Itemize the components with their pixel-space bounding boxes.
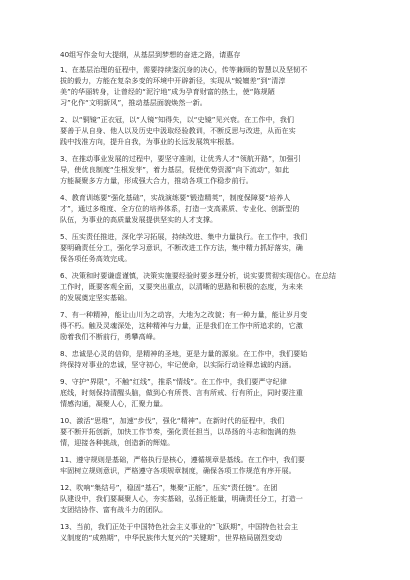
- paragraph: [60, 270, 350, 303]
- paragraph-list: [60, 64, 350, 543]
- paragraph-line: 拔的毅力，方能在复杂多变的环境中开辟新径，实现从“蜕嬗差”到“清淳: [60, 76, 286, 85]
- paragraph-line: 牢固树立规则意识，严格遵守各项规章制度，确保各项工作规范有序开展。: [60, 466, 296, 475]
- paragraph-line: 方能凝聚多方力量，形成强大合力，推动各项工作稳步前行。: [60, 176, 253, 185]
- paragraph-line: 底线，时刻保持清醒头脑，做到心有所畏、言有所戒、行有所止，同时要注重: [60, 388, 303, 397]
- paragraph-line: 11、遵守规则是基础，严格执行是核心，遵循规章是基线。在工作中，我们要: [60, 455, 305, 464]
- paragraph-line: 3、在推动事业发展的过程中，要坚守准则，让优秀人才“领航开路”，加强引: [60, 154, 301, 163]
- paragraph-line: 7、有一种精神，能让山川为之动容，大地为之改貌；有一种力量，能让岁月变: [60, 310, 308, 319]
- document-heading: 40组写作金句大提纲，从基层到梦想的奋进之路，请惠存: [60, 50, 241, 59]
- paragraph-line: 5、压实责任推进，深化学习拓展，持续改进、集中力量执行。在工作中，我们: [60, 232, 308, 241]
- paragraph-line: 13、当前，我们正处于中国特色社会主义事业的“飞跃期”，中国特色社会主: [60, 522, 299, 531]
- paragraph-line: 工作时，既要客观全面，又要突出重点，以清晰的思路和积极的态度，为未来: [60, 282, 303, 291]
- paragraph: [60, 348, 350, 370]
- paragraph: [60, 521, 350, 543]
- paragraph-line: 要明确责任分工，强化学习意识，不断改进工作方法，集中精力抓好落实，确: [60, 243, 303, 252]
- paragraph-line: 9、守护“界限”，不触“红线”，推系“情线”。在工作中，我们要严守纪律: [60, 377, 287, 386]
- paragraph-line: 的发展奠定坚实基础。: [60, 293, 132, 302]
- paragraph-line: 要善于从自身、他人以及历史中汲取经验教训，不断反思与改进，从而在实: [60, 126, 296, 135]
- paragraph: [60, 309, 350, 342]
- paragraph: [60, 231, 350, 264]
- paragraph-line: 8、忠诚是心灵的信仰，是精神的圣地，更是力量的源泉。在工作中，我们要始: [60, 349, 308, 358]
- paragraph-line: 要不断开拓创新，加快工作节奏，强化责任担当，以昂扬的斗志和饱满的热: [60, 427, 296, 436]
- paragraph-line: 终保持对事业的忠诚，坚守初心，牢记使命，以实际行动诠释忠诚的内涵。: [60, 360, 296, 369]
- paragraph: [60, 192, 350, 225]
- paragraph-line: 2、以“铜镜”正衣冠，以“人镜”知得失，以“史镜”见兴衰。在工作中，我们: [60, 115, 295, 124]
- paragraph: [60, 153, 350, 186]
- paragraph-line: 6、决策和时要谦虚谨慎，决策实施要经验时要多理分析，说实要贯彻实现信心。在总结: [60, 271, 337, 280]
- paragraph-line: 励着我们不断前行，勇攀高峰。: [60, 332, 161, 341]
- paragraph-line: 美”的华丽转身，让曾经的“泥泞地”成为孕育财富的热土，使“陈规陋: [60, 87, 275, 96]
- paragraph-line: 保各项任务高效完成。: [60, 254, 132, 263]
- paragraph-line: 得不朽。触及灵魂深处，这种精神与力量，正是我们在工作中所追求的，它激: [60, 321, 303, 330]
- paragraph-line: 才”，通过多维度、全方位的培养体系，打造一支高素质、专业化、创新型的: [60, 204, 300, 213]
- paragraph: [60, 114, 350, 147]
- paragraph-line: 义制度的“成熟期”，中华民族伟大复兴的“关键期”，世界格局剧烈变动: [60, 533, 283, 542]
- paragraph-line: 队建设中，我们要凝聚人心，夯实基础，弘扬正能量，明确责任分工，打造一: [60, 494, 303, 503]
- paragraph: [60, 482, 350, 515]
- paragraph-line: 队伍，为事业的高质量发展提供坚实的人才支撑。: [60, 215, 218, 224]
- paragraph: [60, 415, 350, 448]
- paragraph-line: 情感沟通，凝聚人心，汇聚力量。: [60, 399, 168, 408]
- paragraph-line: 支团结协作、富有战斗力的团队。: [60, 505, 168, 514]
- paragraph-line: 12、吹响“集结号”，稳固“基石”，集聚“正能”，压实“责任链”。在团: [60, 483, 278, 492]
- paragraph-line: 4、教育训练要“强化基础”，实战演练要“锻造精英”，制度保障要“培养人: [60, 193, 291, 202]
- paragraph-line: 导，使优良制度“生根发芽”，着力基层，促使优势资源“向下流动”，如此: [60, 165, 290, 174]
- paragraph-line: 10、激活“思维”，加速“步伐”，强化“精神”。在新时代的征程中，我们: [60, 416, 285, 425]
- paragraph: [60, 376, 350, 409]
- paragraph-line: 践中找准方向，提升自我，为事业的长远发展筑牢根基。: [60, 137, 239, 146]
- paragraph: [60, 64, 350, 108]
- paragraph: [60, 454, 350, 476]
- paragraph-line: 情，迎接各种挑战，创造新的辉煌。: [60, 438, 175, 447]
- paragraph-line: 1、在基层治理的征程中，需要持续鉴沉身的决心，传等兼顾的智慧以及坚韧不: [60, 65, 308, 74]
- paragraph-line: 习”化作“文明新风”，推动基层面貌焕然一新。: [60, 98, 207, 107]
